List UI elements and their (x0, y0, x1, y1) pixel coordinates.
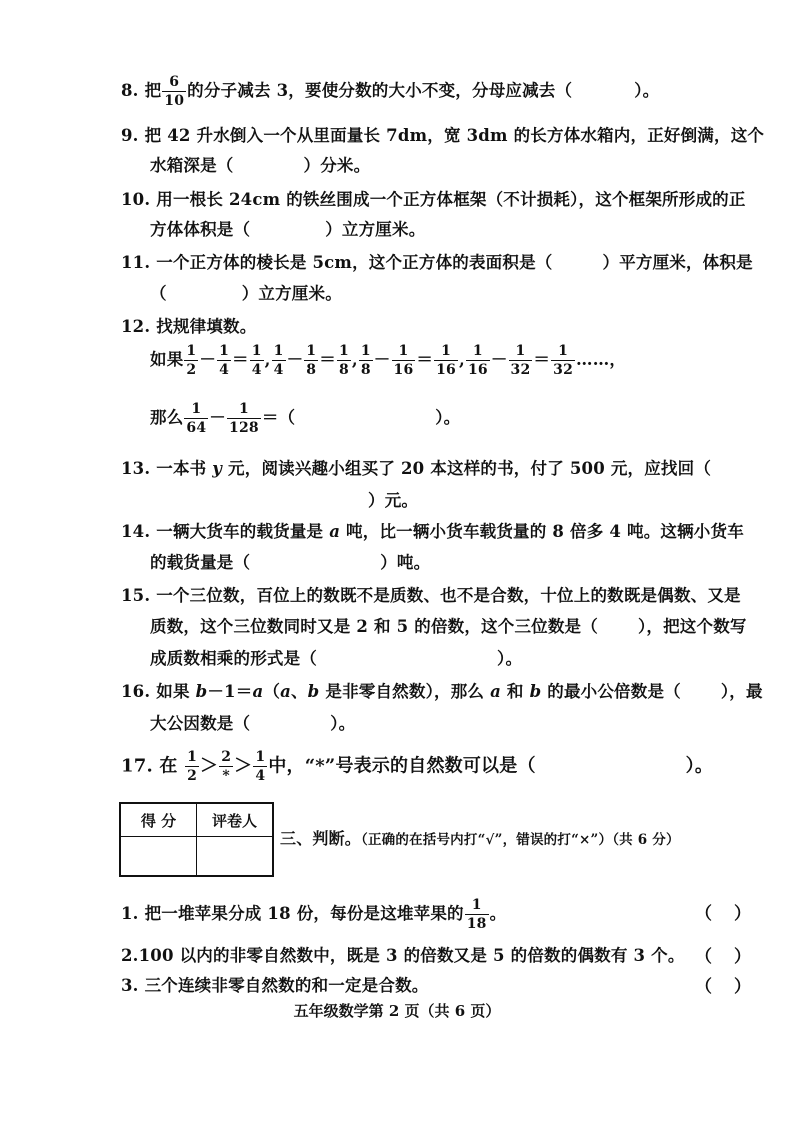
judgement-3: 3. 三个连续非零自然数的和一定是合数。 (121, 976, 429, 995)
question-10-line1: 10. 用一根长 24cm 的铁丝围成一个正方体框架（不计损耗），这个框架所形成的正 (121, 190, 746, 209)
question-13-line1: 13. 一本书 y 元，阅读兴趣小组买了 20 本这样的书，付了 500 元，应找回（ (121, 459, 712, 478)
question-14-line1: 14. 一辆大货车的载货量是 a 吨，比一辆小货车载货量的 8 倍多 4 吨。这辆小货车 (121, 522, 744, 541)
answer-parentheses[interactable]: （ ） (695, 977, 751, 997)
question-9-line2: 水箱深是（ ）分米。 (150, 156, 371, 175)
score-cell[interactable] (120, 837, 197, 877)
question-11-line1: 11. 一个正方体的棱长是 5cm，这个正方体的表面积是（ ）平方厘米，体积是 (121, 253, 753, 272)
answer-parentheses[interactable]: （ ） (695, 904, 751, 924)
score-header: 得 分 (120, 803, 197, 837)
score-table (119, 802, 274, 877)
question-8: 8. 把 $\frac{6}{10}$ 的分子减去 3，要使分数的大小不变，分母应减去（ ）。 (121, 74, 660, 109)
judgement-2: 2.100 以内的非零自然数中，既是 3 的倍数又是 5 的倍数的偶数有 3 个。 (121, 946, 685, 965)
section-3-heading: 三、判断。（正确的在括号内打“√”，错误的打“×”）（共 6 分） (280, 829, 680, 848)
question-12-pattern: 如果 $\frac{1}{2}$ － $\frac{1}{4}$ ＝ $\frac{1}{4}$ , $\frac{1}{4}$ － $\frac{1}{8}$ ＝ $\frac{1}{8}$ , $\frac{1}{8}$ － $\frac{1}{16}$ ＝ $\frac{1}{16}$ , $\frac{1}{16}$ － $\frac{1}{32}$ ＝ $\frac{1}{32}$ ……， (150, 343, 627, 378)
grader-cell[interactable] (197, 837, 274, 877)
question-17: 17. 在 $\frac{1}{2}$ ＞ $\frac{2}{*}$ ＞ $\frac{1}{4}$ 中，“*”号表示的自然数可以是（ ）。 (121, 749, 714, 784)
question-16-line1: 16. 如果 b－1＝a（a、b 是非零自然数），那么 a 和 b 的最小公倍数是（ ），最 (121, 682, 763, 701)
question-12-ask: 那么 $\frac{1}{64}$ － $\frac{1}{128}$ ＝（ ）。 (150, 401, 461, 436)
question-15-line1: 15. 一个三位数，百位上的数既不是质数、也不是合数，十位上的数既是偶数、又是 (121, 586, 741, 605)
question-14-line2: 的载货量是（ ）吨。 (150, 553, 431, 572)
fraction: $\frac{6}{10}$ (164, 74, 185, 109)
question-11-line2: （ ）立方厘米。 (150, 284, 342, 303)
question-12-title: 12. 找规律填数。 (121, 317, 257, 336)
question-10-line2: 方体体积是（ ）立方厘米。 (150, 220, 426, 239)
judgement-1: 1. 把一堆苹果分成 18 份，每份是这堆苹果的 $\frac{1}{18}$ 。 (121, 897, 507, 932)
grader-header: 评卷人 (197, 803, 274, 837)
answer-parentheses[interactable]: （ ） (695, 947, 751, 967)
question-16-line2: 大公因数是（ ）。 (150, 714, 356, 733)
question-15-line3: 成质数相乘的形式是（ ）。 (150, 649, 523, 668)
question-13-line2: ）元。 (368, 491, 419, 510)
question-9-line1: 9. 把 42 升水倒入一个从里面量长 7dm，宽 3dm 的长方体水箱内，正好倒满，这个 (121, 126, 765, 145)
page-footer: 五年级数学第 2 页（共 6 页） (293, 1002, 501, 1020)
question-15-line2: 质数，这个三位数同时又是 2 和 5 的倍数，这个三位数是（ ），把这个数写 (150, 617, 747, 636)
